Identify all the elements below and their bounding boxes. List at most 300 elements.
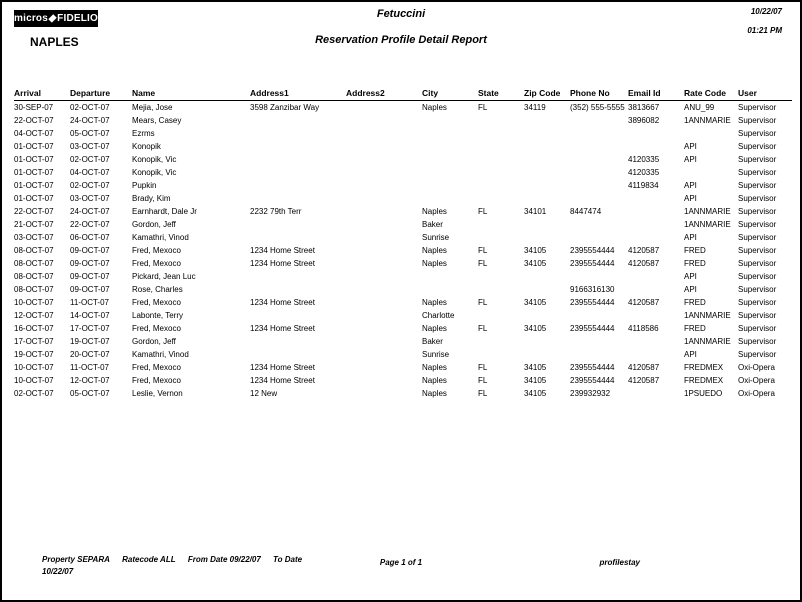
property-name: NAPLES <box>30 35 79 49</box>
table-row <box>14 153 792 166</box>
cell-state <box>478 192 524 205</box>
cell-rate-code: API <box>684 233 697 242</box>
cell-address2 <box>346 166 422 179</box>
footer-ratecode: Ratecode ALL <box>122 555 176 564</box>
cell-rate-code: FRED <box>684 298 706 307</box>
cell-zip-code: 34105 <box>524 324 547 333</box>
cell-name: Konopik, Vic <box>132 155 177 164</box>
cell-user: Oxi-Opera <box>738 376 775 385</box>
cell-address2 <box>346 101 422 115</box>
cell-arrival: 01-OCT-07 <box>14 142 54 151</box>
cell-state <box>478 166 524 179</box>
cell-address2 <box>346 114 422 127</box>
header-time: 01:21 PM <box>747 26 782 35</box>
cell-email-id <box>628 283 684 296</box>
cell-departure: 22-OCT-07 <box>70 220 110 229</box>
cell-phone-no: 8447474 <box>570 207 602 216</box>
column-header-address1: Address1 <box>250 88 289 98</box>
cell-phone-no <box>570 218 628 231</box>
cell-user: Supervisor <box>738 181 777 190</box>
cell-city: Sunrise <box>422 233 450 242</box>
report-id: profilestay <box>599 558 640 567</box>
cell-zip-code: 34105 <box>524 376 547 385</box>
cell-phone-no <box>570 348 628 361</box>
cell-state <box>478 140 524 153</box>
footer-from-date: From Date 09/22/07 <box>187 555 261 564</box>
cell-state: FL <box>478 376 488 385</box>
cell-phone-no: 2395554444 <box>570 376 615 385</box>
footer-run-date: 10/22/07 <box>42 567 74 576</box>
cell-address2 <box>346 387 422 400</box>
cell-email-id <box>628 387 684 400</box>
cell-address1 <box>250 335 346 348</box>
cell-zip-code: 34105 <box>524 259 547 268</box>
cell-name: Brady, Kim <box>132 194 171 203</box>
cell-zip-code: 34105 <box>524 246 547 255</box>
cell-state <box>478 218 524 231</box>
page-title: Reservation Profile Detail Report <box>315 34 487 46</box>
cell-name: Fred, Mexoco <box>132 324 181 333</box>
cell-address2 <box>346 270 422 283</box>
table-header <box>14 88 792 101</box>
cell-rate-code <box>684 166 738 179</box>
cell-departure: 09-OCT-07 <box>70 246 110 255</box>
column-header-address2: Address2 <box>346 88 385 98</box>
cell-email-id <box>628 218 684 231</box>
table-row <box>14 231 792 244</box>
cell-user: Supervisor <box>738 233 777 242</box>
column-header-zip-code: Zip Code <box>524 88 561 98</box>
cell-user: Supervisor <box>738 311 777 320</box>
cell-user: Supervisor <box>738 129 777 138</box>
cell-state: FL <box>478 389 488 398</box>
table-row <box>14 257 792 270</box>
cell-user: Supervisor <box>738 246 777 255</box>
cell-email-id <box>628 192 684 205</box>
cell-address1: 3598 Zanzibar Way <box>250 103 320 112</box>
cell-phone-no <box>570 166 628 179</box>
cell-arrival: 10-OCT-07 <box>14 298 54 307</box>
cell-zip-code <box>524 231 570 244</box>
cell-address2 <box>346 335 422 348</box>
cell-address1 <box>250 218 346 231</box>
cell-arrival: 22-OCT-07 <box>14 207 54 216</box>
cell-user: Supervisor <box>738 272 777 281</box>
cell-state <box>478 179 524 192</box>
table-body <box>14 101 792 401</box>
cell-rate-code: 1ANNMARIE <box>684 337 731 346</box>
cell-rate-code: API <box>684 272 697 281</box>
cell-phone-no: 239932932 <box>570 389 611 398</box>
cell-phone-no <box>570 140 628 153</box>
cell-address2 <box>346 205 422 218</box>
column-header-city: City <box>422 88 439 98</box>
cell-address2 <box>346 127 422 140</box>
cell-rate-code: FRED <box>684 259 706 268</box>
table-row <box>14 309 792 322</box>
cell-state <box>478 335 524 348</box>
cell-arrival: 08-OCT-07 <box>14 285 54 294</box>
cell-address2 <box>346 192 422 205</box>
cell-name: Gordon, Jeff <box>132 220 176 229</box>
table-row <box>14 335 792 348</box>
cell-name: Kamathri, Vinod <box>132 233 189 242</box>
cell-address1 <box>250 166 346 179</box>
cell-address2 <box>346 296 422 309</box>
cell-email-id <box>628 270 684 283</box>
cell-departure: 02-OCT-07 <box>70 155 110 164</box>
cell-email-id <box>628 127 684 140</box>
cell-arrival: 01-OCT-07 <box>14 168 54 177</box>
cell-user: Oxi-Opera <box>738 389 775 398</box>
cell-address1 <box>250 231 346 244</box>
cell-zip-code <box>524 192 570 205</box>
cell-city <box>422 114 478 127</box>
cell-address1: 1234 Home Street <box>250 324 315 333</box>
cell-phone-no <box>570 231 628 244</box>
cell-city: Charlotte <box>422 311 455 320</box>
cell-city <box>422 283 478 296</box>
cell-user: Supervisor <box>738 103 777 112</box>
cell-email-id: 4120335 <box>628 155 660 164</box>
cell-state <box>478 231 524 244</box>
cell-user: Supervisor <box>738 220 777 229</box>
cell-arrival: 10-OCT-07 <box>14 376 54 385</box>
cell-name: Pickard, Jean Luc <box>132 272 196 281</box>
cell-phone-no <box>570 309 628 322</box>
cell-address1 <box>250 283 346 296</box>
cell-arrival: 17-OCT-07 <box>14 337 54 346</box>
cell-phone-no <box>570 127 628 140</box>
cell-city <box>422 140 478 153</box>
cell-name: Gordon, Jeff <box>132 337 176 346</box>
cell-phone-no <box>570 192 628 205</box>
cell-city: Naples <box>422 298 447 307</box>
cell-phone-no: (352) 555-5555 <box>570 103 625 112</box>
cell-state: FL <box>478 259 488 268</box>
cell-name: Kamathri, Vinod <box>132 350 189 359</box>
cell-email-id: 4119834 <box>628 181 659 190</box>
cell-zip-code: 34119 <box>524 103 546 112</box>
table-row <box>14 387 792 400</box>
cell-phone-no: 2395554444 <box>570 259 615 268</box>
cell-email-id: 4120587 <box>628 298 660 307</box>
cell-state <box>478 309 524 322</box>
cell-state: FL <box>478 363 488 372</box>
cell-arrival: 10-OCT-07 <box>14 363 54 372</box>
cell-phone-no: 2395554444 <box>570 324 615 333</box>
cell-user: Supervisor <box>738 298 777 307</box>
cell-name: Rose, Charles <box>132 285 183 294</box>
cell-name: Labonte, Terry <box>132 311 183 320</box>
logo-micros-text: micros <box>14 13 48 24</box>
cell-zip-code: 34101 <box>524 207 547 216</box>
cell-address1 <box>250 309 346 322</box>
cell-arrival: 01-OCT-07 <box>14 155 54 164</box>
cell-departure: 09-OCT-07 <box>70 285 110 294</box>
cell-rate-code: API <box>684 285 697 294</box>
cell-zip-code <box>524 127 570 140</box>
hotel-title: Fetuccini <box>376 8 426 20</box>
cell-arrival: 08-OCT-07 <box>14 246 54 255</box>
cell-rate-code: FREDMEX <box>684 376 724 385</box>
cell-name: Fred, Mexoco <box>132 246 181 255</box>
cell-rate-code: 1PSUEDO <box>684 389 723 398</box>
cell-email-id: 3896082 <box>628 116 660 125</box>
cell-name: Mears, Casey <box>132 116 182 125</box>
cell-email-id <box>628 309 684 322</box>
cell-address2 <box>346 257 422 270</box>
cell-city <box>422 270 478 283</box>
table-row <box>14 192 792 205</box>
table-row <box>14 296 792 309</box>
cell-state: FL <box>478 103 488 112</box>
cell-city: Baker <box>422 337 443 346</box>
cell-rate-code: API <box>684 155 697 164</box>
cell-zip-code: 34105 <box>524 389 547 398</box>
cell-name: Fred, Mexoco <box>132 363 181 372</box>
cell-address1 <box>250 270 346 283</box>
cell-user: Supervisor <box>738 350 777 359</box>
cell-name: Leslie, Vernon <box>132 389 183 398</box>
cell-address1 <box>250 153 346 166</box>
cell-phone-no: 2395554444 <box>570 298 615 307</box>
cell-name: Fred, Mexoco <box>132 259 181 268</box>
cell-departure: 05-OCT-07 <box>70 389 110 398</box>
cell-name: Ezrms <box>132 129 155 138</box>
table-row <box>14 244 792 257</box>
cell-address2 <box>346 374 422 387</box>
cell-arrival: 22-OCT-07 <box>14 116 54 125</box>
reservation-table <box>14 88 792 400</box>
cell-zip-code: 34105 <box>524 363 547 372</box>
table-row <box>14 374 792 387</box>
cell-city: Naples <box>422 259 447 268</box>
cell-email-id <box>628 348 684 361</box>
column-header-phone-no: Phone No <box>570 88 610 98</box>
cell-arrival: 19-OCT-07 <box>14 350 54 359</box>
cell-departure: 06-OCT-07 <box>70 233 110 242</box>
cell-state <box>478 153 524 166</box>
cell-email-id: 4118586 <box>628 324 659 333</box>
cell-rate-code <box>684 127 738 140</box>
cell-zip-code <box>524 153 570 166</box>
cell-zip-code <box>524 348 570 361</box>
cell-departure: 11-OCT-07 <box>70 363 109 372</box>
cell-address2 <box>346 348 422 361</box>
column-header-name: Name <box>132 88 156 98</box>
cell-state: FL <box>478 207 488 216</box>
table-row <box>14 322 792 335</box>
cell-state <box>478 127 524 140</box>
cell-zip-code <box>524 335 570 348</box>
cell-email-id: 4120587 <box>628 259 660 268</box>
table-row <box>14 270 792 283</box>
cell-email-id: 4120335 <box>628 168 660 177</box>
cell-phone-no <box>570 179 628 192</box>
cell-city <box>422 166 478 179</box>
table-row <box>14 361 792 374</box>
cell-state <box>478 270 524 283</box>
column-header-arrival: Arrival <box>14 88 41 98</box>
cell-address1 <box>250 114 346 127</box>
cell-departure: 05-OCT-07 <box>70 129 110 138</box>
cell-city <box>422 179 478 192</box>
cell-phone-no: 9166316130 <box>570 285 615 294</box>
column-header-email-id: Email Id <box>628 88 661 98</box>
table-row <box>14 205 792 218</box>
cell-address2 <box>346 218 422 231</box>
cell-address2 <box>346 361 422 374</box>
cell-arrival: 01-OCT-07 <box>14 181 54 190</box>
cell-zip-code <box>524 218 570 231</box>
cell-address1: 1234 Home Street <box>250 298 315 307</box>
table-row <box>14 127 792 140</box>
cell-arrival: 08-OCT-07 <box>14 259 54 268</box>
cell-arrival: 01-OCT-07 <box>14 194 54 203</box>
cell-rate-code: API <box>684 350 697 359</box>
cell-city: Naples <box>422 389 447 398</box>
cell-address2 <box>346 179 422 192</box>
table-row <box>14 348 792 361</box>
cell-state: FL <box>478 246 488 255</box>
cell-address1: 2232 79th Terr <box>250 207 302 216</box>
table-row <box>14 218 792 231</box>
cell-address1: 12 New <box>250 389 278 398</box>
cell-departure: 02-OCT-07 <box>70 181 110 190</box>
cell-user: Supervisor <box>738 285 777 294</box>
cell-phone-no <box>570 270 628 283</box>
cell-city <box>422 127 478 140</box>
column-header-state: State <box>478 88 499 98</box>
cell-departure: 04-OCT-07 <box>70 168 110 177</box>
cell-address2 <box>346 309 422 322</box>
cell-user: Supervisor <box>738 155 777 164</box>
cell-departure: 24-OCT-07 <box>70 116 110 125</box>
table-row <box>14 179 792 192</box>
table-header-row <box>14 88 792 101</box>
cell-departure: 17-OCT-07 <box>70 324 110 333</box>
cell-city: Naples <box>422 376 447 385</box>
table-row <box>14 283 792 296</box>
cell-state: FL <box>478 298 488 307</box>
cell-name: Fred, Mexoco <box>132 298 181 307</box>
cell-email-id <box>628 205 684 218</box>
cell-departure: 02-OCT-07 <box>70 103 110 112</box>
cell-zip-code <box>524 166 570 179</box>
header-date: 10/22/07 <box>750 7 782 16</box>
page-number: Page 1 of 1 <box>379 558 423 567</box>
cell-rate-code: 1ANNMARIE <box>684 311 731 320</box>
cell-address1 <box>250 127 346 140</box>
cell-city: Baker <box>422 220 443 229</box>
cell-departure: 03-OCT-07 <box>70 142 110 151</box>
cell-phone-no <box>570 335 628 348</box>
cell-address1 <box>250 192 346 205</box>
table-row <box>14 114 792 127</box>
cell-departure: 11-OCT-07 <box>70 298 109 307</box>
cell-city: Naples <box>422 246 447 255</box>
cell-arrival: 08-OCT-07 <box>14 272 54 281</box>
cell-city: Naples <box>422 103 447 112</box>
cell-zip-code <box>524 140 570 153</box>
cell-phone-no <box>570 114 628 127</box>
column-header-rate-code: Rate Code <box>684 88 727 98</box>
cell-address2 <box>346 153 422 166</box>
cell-address1 <box>250 179 346 192</box>
cell-departure: 14-OCT-07 <box>70 311 110 320</box>
column-header-departure: Departure <box>70 88 111 98</box>
cell-address2 <box>346 283 422 296</box>
cell-address2 <box>346 244 422 257</box>
cell-user: Supervisor <box>738 337 777 346</box>
cell-name: Earnhardt, Dale Jr <box>132 207 197 216</box>
cell-rate-code: 1ANNMARIE <box>684 220 731 229</box>
cell-arrival: 16-OCT-07 <box>14 324 54 333</box>
cell-rate-code: FREDMEX <box>684 363 724 372</box>
cell-zip-code <box>524 309 570 322</box>
cell-rate-code: 1ANNMARIE <box>684 116 731 125</box>
cell-user: Supervisor <box>738 207 777 216</box>
logo-fidelio-text: FIDELIO <box>57 13 98 24</box>
cell-email-id <box>628 335 684 348</box>
cell-address2 <box>346 322 422 335</box>
cell-zip-code: 34105 <box>524 298 547 307</box>
cell-arrival: 04-OCT-07 <box>14 129 54 138</box>
cell-departure: 19-OCT-07 <box>70 337 110 346</box>
footer-property: Property SEPARA <box>42 555 110 564</box>
cell-departure: 09-OCT-07 <box>70 272 110 281</box>
cell-name: Konopik, Vic <box>132 168 177 177</box>
cell-arrival: 21-OCT-07 <box>14 220 54 229</box>
cell-state <box>478 114 524 127</box>
cell-address2 <box>346 140 422 153</box>
cell-user: Supervisor <box>738 168 777 177</box>
cell-arrival: 03-OCT-07 <box>14 233 54 242</box>
cell-city <box>422 192 478 205</box>
cell-zip-code <box>524 283 570 296</box>
cell-state <box>478 283 524 296</box>
cell-name: Konopik <box>132 142 161 151</box>
cell-arrival: 30-SEP-07 <box>14 103 54 112</box>
cell-city: Naples <box>422 207 447 216</box>
cell-rate-code: FRED <box>684 324 706 333</box>
cell-rate-code: 1ANNMARIE <box>684 207 731 216</box>
cell-city: Naples <box>422 324 447 333</box>
cell-user: Oxi-Opera <box>738 363 775 372</box>
cell-departure: 20-OCT-07 <box>70 350 110 359</box>
cell-name: Fred, Mexoco <box>132 376 181 385</box>
cell-user: Supervisor <box>738 259 777 268</box>
cell-departure: 03-OCT-07 <box>70 194 110 203</box>
cell-departure: 12-OCT-07 <box>70 376 110 385</box>
cell-rate-code: API <box>684 181 697 190</box>
cell-address1: 1234 Home Street <box>250 259 315 268</box>
cell-arrival: 02-OCT-07 <box>14 389 54 398</box>
cell-address1: 1234 Home Street <box>250 363 315 372</box>
cell-name: Mejia, Jose <box>132 103 173 112</box>
cell-phone-no: 2395554444 <box>570 246 615 255</box>
cell-departure: 24-OCT-07 <box>70 207 110 216</box>
cell-email-id: 4120587 <box>628 246 660 255</box>
cell-email-id: 4120587 <box>628 376 660 385</box>
cell-zip-code <box>524 114 570 127</box>
column-header-user: User <box>738 88 757 98</box>
cell-email-id <box>628 140 684 153</box>
cell-phone-no: 2395554444 <box>570 363 615 372</box>
cell-phone-no <box>570 153 628 166</box>
cell-rate-code: FRED <box>684 246 706 255</box>
